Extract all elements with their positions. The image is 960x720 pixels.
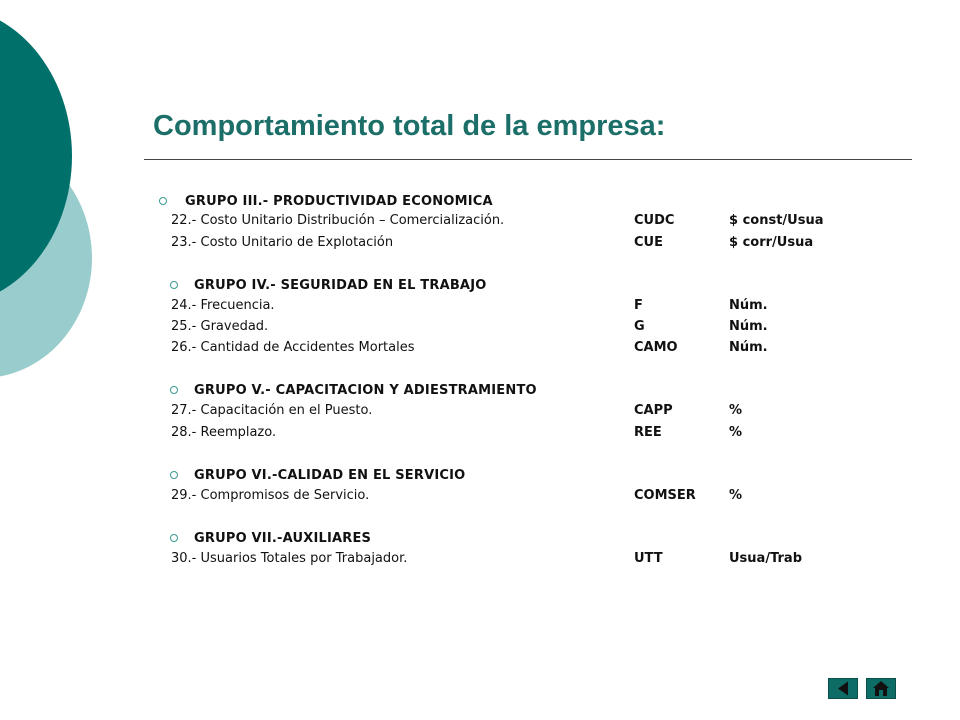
indicator-description: 27.- Capacitación en el Puesto. [171, 403, 373, 418]
home-button[interactable] [866, 678, 896, 699]
indicator-description: 29.- Compromisos de Servicio. [171, 488, 370, 503]
indicator-description: 30.- Usuarios Totales por Trabajador. [171, 551, 408, 566]
bullet-icon [170, 471, 178, 479]
indicator-unit: Núm. [729, 298, 768, 313]
group-title: GRUPO IV.- SEGURIDAD EN EL TRABAJO [194, 277, 487, 293]
group-heading [166, 275, 486, 295]
back-arrow-icon [828, 678, 858, 699]
indicator-unit: $ corr/Usua [729, 235, 814, 250]
indicator-description: 24.- Frecuencia. [171, 298, 275, 313]
indicator-unit: Núm. [729, 319, 768, 334]
slide-title: Comportamiento total de la empresa: [153, 110, 666, 142]
indicator-unit: Usua/Trab [729, 551, 802, 566]
bullet-icon [170, 534, 178, 542]
indicator-unit: % [729, 425, 743, 440]
indicator-code: CAPP [634, 403, 673, 418]
bullet-icon [159, 197, 167, 205]
group-title: GRUPO VII.-AUXILIARES [194, 530, 372, 546]
indicator-description: 28.- Reemplazo. [171, 425, 277, 440]
group-heading [155, 191, 493, 211]
indicator-row [171, 233, 871, 253]
indicator-unit: Núm. [729, 340, 768, 355]
bullet-icon [170, 281, 178, 289]
indicator-code: CUDC [634, 213, 675, 228]
indicator-description: 22.- Costo Unitario Distribución – Comercialización. [171, 213, 505, 228]
indicator-unit: % [729, 403, 743, 418]
indicator-row [171, 211, 871, 231]
indicator-row [171, 317, 871, 337]
indicator-description: 23.- Costo Unitario de Explotación [171, 235, 394, 250]
indicator-code: CUE [634, 235, 663, 250]
indicator-row [171, 338, 871, 358]
bullet-icon [170, 386, 178, 394]
indicator-row [171, 296, 871, 316]
group-heading [166, 465, 465, 485]
indicator-row [171, 486, 871, 506]
indicator-description: 26.- Cantidad de Accidentes Mortales [171, 340, 415, 355]
indicator-code: COMSER [634, 488, 696, 503]
indicator-code: G [634, 319, 645, 334]
indicator-row [171, 423, 871, 443]
indicator-row [171, 549, 871, 569]
indicator-unit: % [729, 488, 743, 503]
group-title: GRUPO III.- PRODUCTIVIDAD ECONOMICA [185, 193, 493, 209]
group-title: GRUPO V.- CAPACITACION Y ADIESTRAMIENTO [194, 382, 537, 398]
home-icon [866, 678, 896, 699]
indicator-code: REE [634, 425, 662, 440]
group-title: GRUPO VI.-CALIDAD EN EL SERVICIO [194, 467, 466, 483]
indicator-description: 25.- Gravedad. [171, 319, 269, 334]
indicator-row [171, 401, 871, 421]
back-button[interactable] [828, 678, 858, 699]
group-heading [166, 528, 371, 548]
indicator-code: F [634, 298, 643, 313]
indicator-code: UTT [634, 551, 663, 566]
indicator-code: CAMO [634, 340, 678, 355]
indicator-unit: $ const/Usua [729, 213, 824, 228]
group-heading [166, 380, 537, 400]
